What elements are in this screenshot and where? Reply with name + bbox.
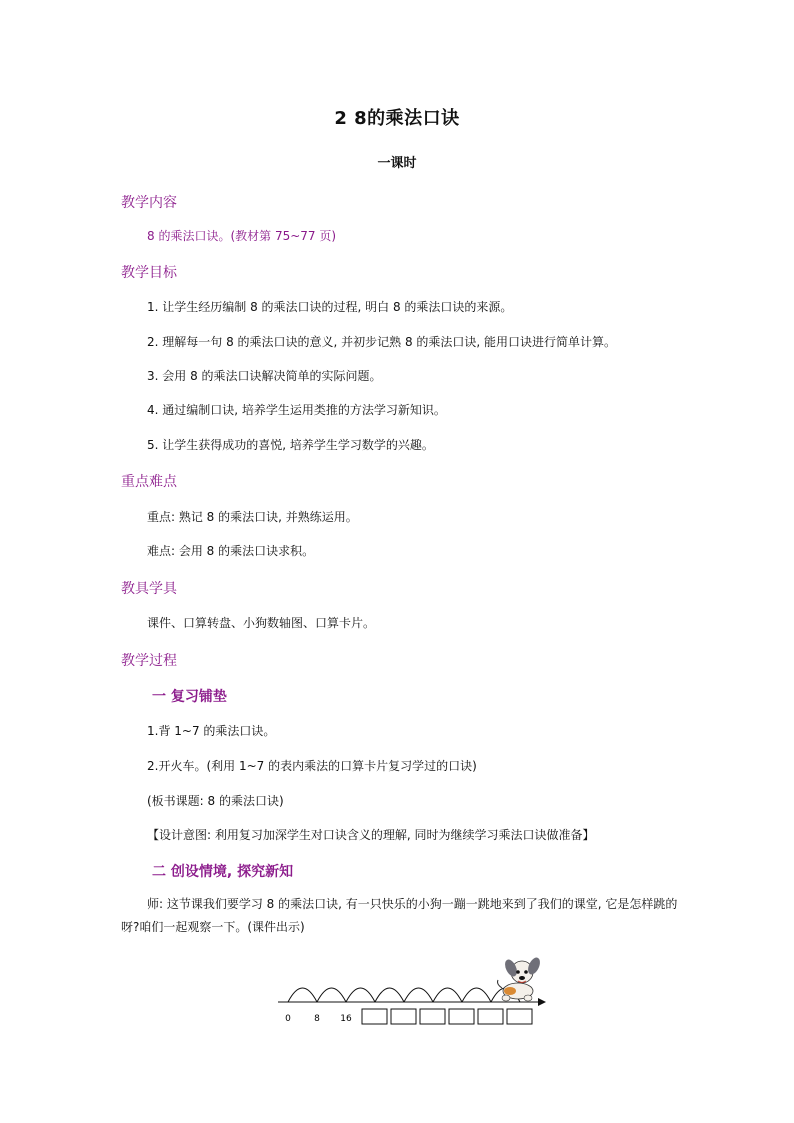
puppy-icon — [498, 956, 543, 1001]
difficulty-text: 难点: 会用 8 的乘法口诀求积。 — [147, 544, 315, 558]
number-line-arrow-icon — [538, 998, 546, 1006]
jump-arcs — [288, 988, 520, 1002]
section-heading-goals: 教学目标 — [121, 265, 177, 281]
section-heading-key-points: 重点难点 — [121, 474, 177, 490]
content-text: 8 的乘法口诀。(教材第 75~77 页) — [147, 229, 337, 243]
goal-item-5: 5. 让学生获得成功的喜悦, 培养学生学习数学的兴趣。 — [147, 438, 434, 452]
tools-text: 课件、口算转盘、小狗数轴图、口算卡片。 — [147, 616, 376, 630]
part2-paragraph: 师: 这节课我们要学习 8 的乘法口诀, 有一只快乐的小狗一蹦一跳地来到了我们的课堂, 它是怎样跳的呀?咱们一起观察一下。(课件出示) — [121, 897, 678, 934]
section-heading-process: 教学过程 — [121, 653, 177, 669]
jump-arc — [433, 988, 462, 1002]
jump-arc — [346, 988, 375, 1002]
jump-arc — [288, 988, 317, 1002]
part1-line-2: 2.开火车。(利用 1~7 的表内乘法的口算卡片复习学过的口诀) — [147, 759, 477, 773]
part1-line-3: (板书课题: 8 的乘法口诀) — [147, 794, 284, 808]
goal-item-4: 4. 通过编制口诀, 培养学生运用类推的方法学习新知识。 — [147, 403, 446, 417]
number-line-figure — [270, 950, 560, 1030]
blank-answer-box — [391, 1009, 416, 1024]
key-point-text: 重点: 熟记 8 的乘法口诀, 并熟练运用。 — [147, 510, 358, 524]
jump-arc — [375, 988, 404, 1002]
goal-item-1: 1. 让学生经历编制 8 的乘法口诀的过程, 明白 8 的乘法口诀的来源。 — [147, 300, 513, 314]
page-subtitle: 一课时 — [377, 156, 417, 171]
part1-line-1: 1.背 1~7 的乘法口诀。 — [147, 724, 276, 738]
number-line-label-8: 8 — [314, 1014, 320, 1024]
goal-item-3: 3. 会用 8 的乘法口诀解决简单的实际问题。 — [147, 369, 382, 383]
blank-answer-box — [362, 1009, 387, 1024]
blank-answer-box — [449, 1009, 474, 1024]
blank-answer-box — [507, 1009, 532, 1024]
design-intent-note: 【设计意图: 利用复习加深学生对口诀含义的理解, 同时为继续学习乘法口诀做准备】 — [147, 828, 595, 842]
goal-item-2: 2. 理解每一句 8 的乘法口诀的意义, 并初步记熟 8 的乘法口诀, 能用口诀进行简单计算。 — [147, 335, 617, 349]
section-heading-tools: 教具学具 — [121, 581, 177, 597]
number-line-label-16: 16 — [340, 1014, 352, 1024]
jump-arc — [317, 988, 346, 1002]
blank-answer-boxes — [362, 1009, 532, 1024]
section-heading-content: 教学内容 — [121, 195, 177, 211]
number-line-label-0: 0 — [285, 1014, 291, 1024]
blank-answer-box — [420, 1009, 445, 1024]
jump-arc — [404, 988, 433, 1002]
part2-heading: 二 创设情境, 探究新知 — [152, 864, 294, 880]
part1-heading: 一 复习铺垫 — [152, 689, 227, 705]
jump-arc — [462, 988, 491, 1002]
page-title: 2 8的乘法口诀 — [334, 108, 460, 129]
blank-answer-box — [478, 1009, 503, 1024]
